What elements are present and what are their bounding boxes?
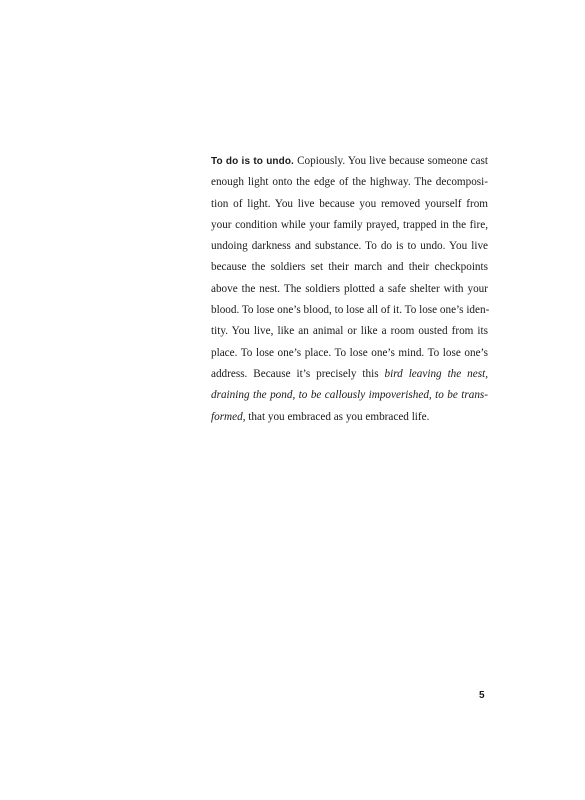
page-number: 5 xyxy=(479,690,485,701)
text-line xyxy=(211,321,488,342)
text-line xyxy=(211,300,488,321)
text-line xyxy=(211,194,488,215)
text-segment: tion of light. You live because you removed yourself from xyxy=(211,197,488,210)
text-line xyxy=(211,279,488,300)
text-line xyxy=(211,172,488,193)
text-segment: because the soldiers set their march and their checkpoints xyxy=(211,261,488,274)
text-line xyxy=(211,407,488,428)
text-line xyxy=(211,236,488,257)
italic-text-segment: formed xyxy=(211,410,243,423)
text-segment: Copiously. You live because someone cast xyxy=(297,155,488,167)
text-line xyxy=(211,257,488,278)
text-line xyxy=(211,151,488,172)
text-segment: your condition while your family prayed, trapped in the fire, xyxy=(211,218,488,231)
text-line xyxy=(211,215,488,236)
text-segment: enough light onto the edge of the highway. The decomposi- xyxy=(211,176,488,189)
italic-text-segment: draining the pond, to be callously impoverished, to be trans- xyxy=(211,389,488,402)
text-segment: blood. To lose one’s blood, to lose all of it. To lose one’s iden- xyxy=(211,304,490,317)
italic-text-segment: bird leaving the nest, xyxy=(384,367,488,380)
lead-in-heading: To do is to undo. xyxy=(211,156,294,167)
text-segment: , that you embraced as you embraced life. xyxy=(242,410,430,423)
text-segment: undoing darkness and substance. To do is to undo. You live xyxy=(211,240,488,253)
text-line xyxy=(211,343,488,364)
text-line xyxy=(211,385,488,406)
text-line xyxy=(211,364,488,385)
body-paragraph xyxy=(211,151,488,428)
text-segment: address. Because it’s precisely this xyxy=(211,367,385,380)
text-segment: place. To lose one’s place. To lose one’s mind. To lose one’s xyxy=(211,346,488,359)
text-segment: tity. You live, like an animal or like a room ousted from its xyxy=(211,325,488,338)
text-segment: above the nest. The soldiers plotted a safe shelter with your xyxy=(211,282,488,295)
